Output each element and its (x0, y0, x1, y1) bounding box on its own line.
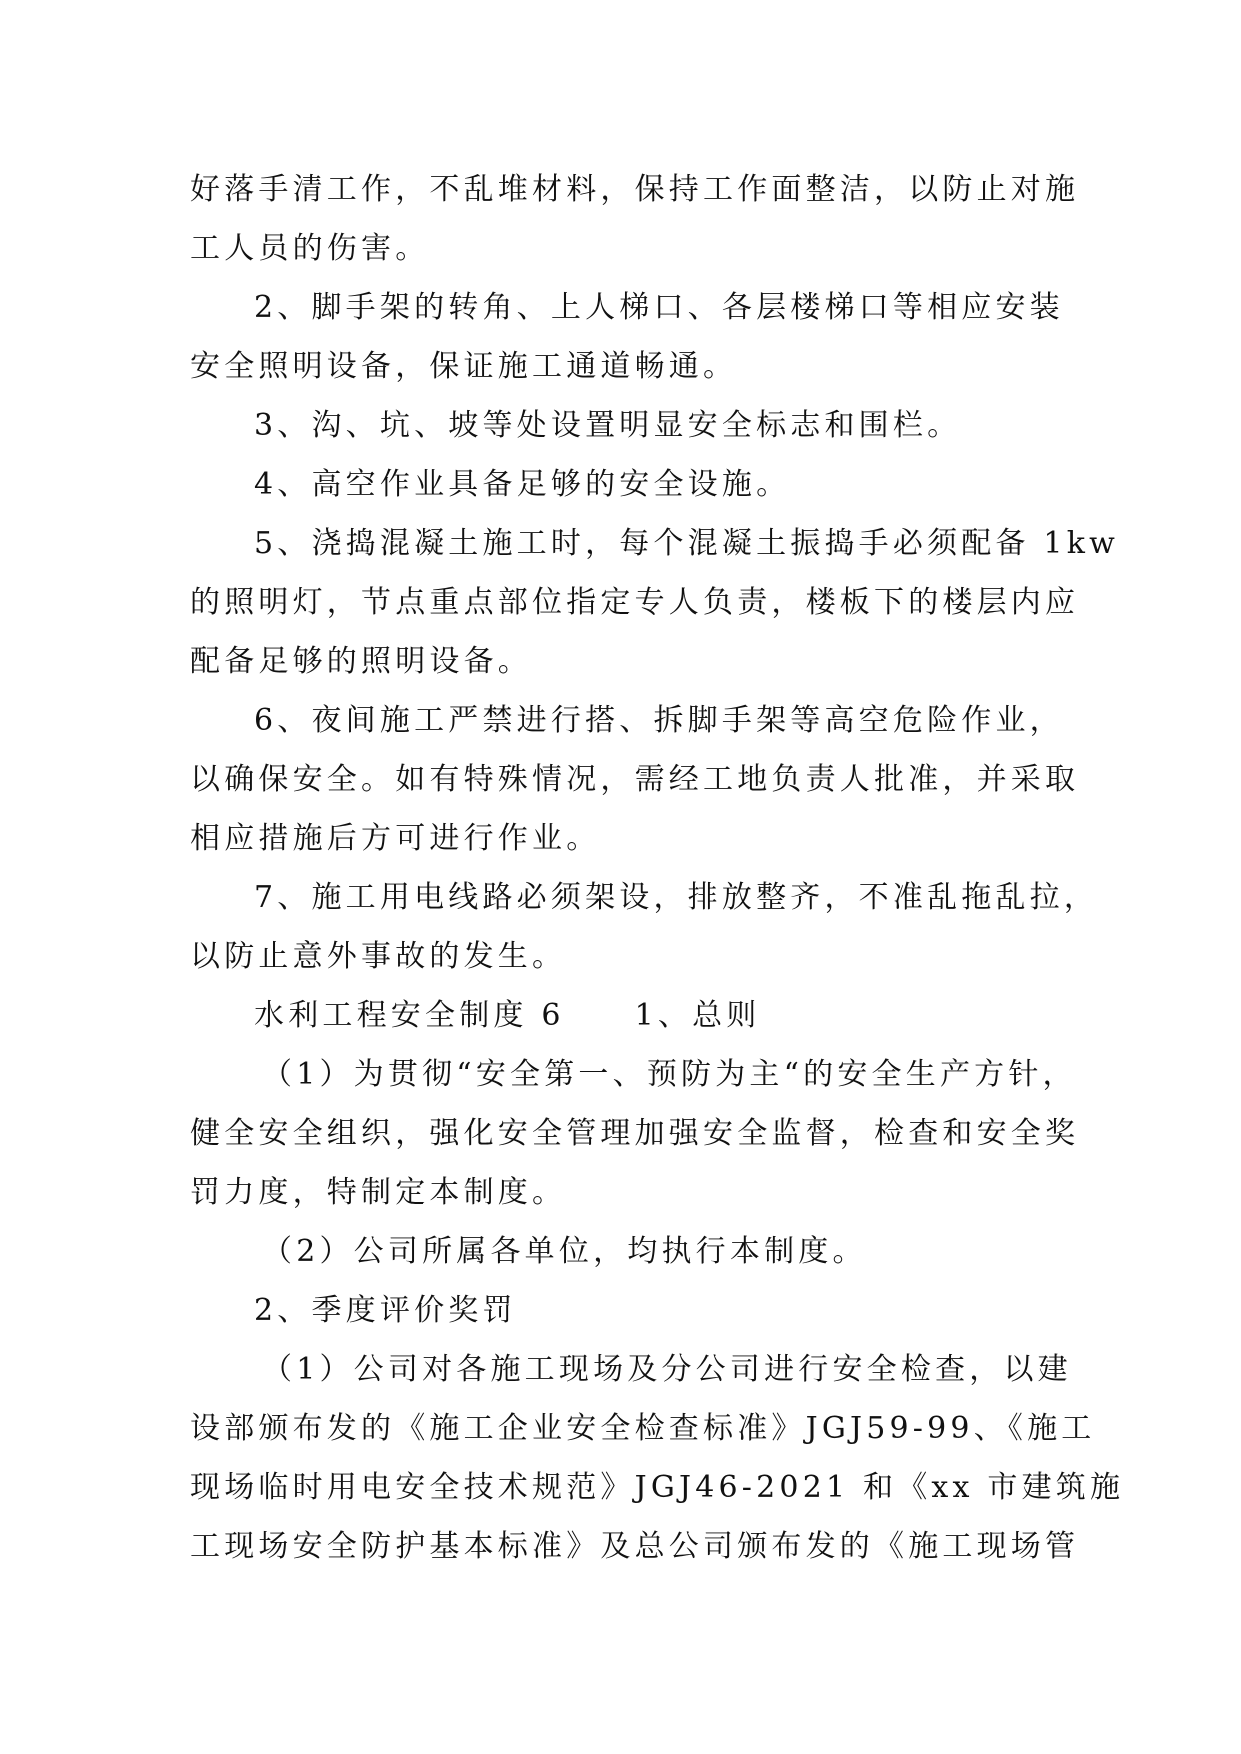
document-body (190, 160, 1125, 1576)
text-line: 工人员的伤害。 (190, 231, 430, 266)
text-line: 健全安全组织，强化安全管理加强安全监督，检查和安全奖 (190, 1116, 1080, 1151)
section-title: 水利工程安全制度 6 (254, 998, 565, 1033)
section-subtitle: 1、总则 (634, 998, 761, 1033)
text-line: 现场临时用电安全技术规范》JGJ46-2021 和《xx 市建筑施 (190, 1470, 1125, 1505)
text-line: 工现场安全防护基本标准》及总公司颁布发的《施工现场管 (190, 1529, 1080, 1564)
text-line: 2、脚手架的转角、上人梯口、各层楼梯口等相应安装 (254, 290, 1064, 325)
text-line: （1）公司对各施工现场及分公司进行安全检查，以建 (262, 1352, 1072, 1387)
text-line: 5、浇捣混凝土施工时，每个混凝土振捣手必须配备 1kw (254, 526, 1119, 561)
text-line: 配备足够的照明设备。 (190, 644, 532, 679)
text-line: 4、高空作业具备足够的安全设施。 (254, 467, 791, 502)
text-line: 以确保安全。如有特殊情况，需经工地负责人批准，并采取 (190, 762, 1080, 797)
text-line: 6、夜间施工严禁进行搭、拆脚手架等高空危险作业， (254, 703, 1064, 738)
text-line: 好落手清工作，不乱堆材料，保持工作面整洁，以防止对施 (190, 172, 1080, 207)
text-line: 3、沟、坑、坡等处设置明显安全标志和围栏。 (254, 408, 962, 443)
text-line: 以防止意外事故的发生。 (190, 939, 567, 974)
text-line: 安全照明设备，保证施工通道畅通。 (190, 349, 738, 384)
text-line: （1）为贯彻“安全第一、预防为主“的安全生产方针， (262, 1057, 1077, 1092)
text-line: 2、季度评价奖罚 (254, 1293, 517, 1328)
section-heading-line (190, 986, 1070, 1045)
text-line: 设部颁布发的《施工企业安全检查标准》JGJ59-99、《施工 (190, 1411, 1096, 1446)
text-line: 7、施工用电线路必须架设，排放整齐，不准乱拖乱拉， (254, 880, 1099, 915)
text-line: 相应措施后方可进行作业。 (190, 821, 601, 856)
text-line: （2）公司所属各单位，均执行本制度。 (262, 1234, 867, 1269)
text-line: 的照明灯，节点重点部位指定专人负责，楼板下的楼层内应 (190, 585, 1080, 620)
text-line: 罚力度，特制定本制度。 (190, 1175, 567, 1210)
